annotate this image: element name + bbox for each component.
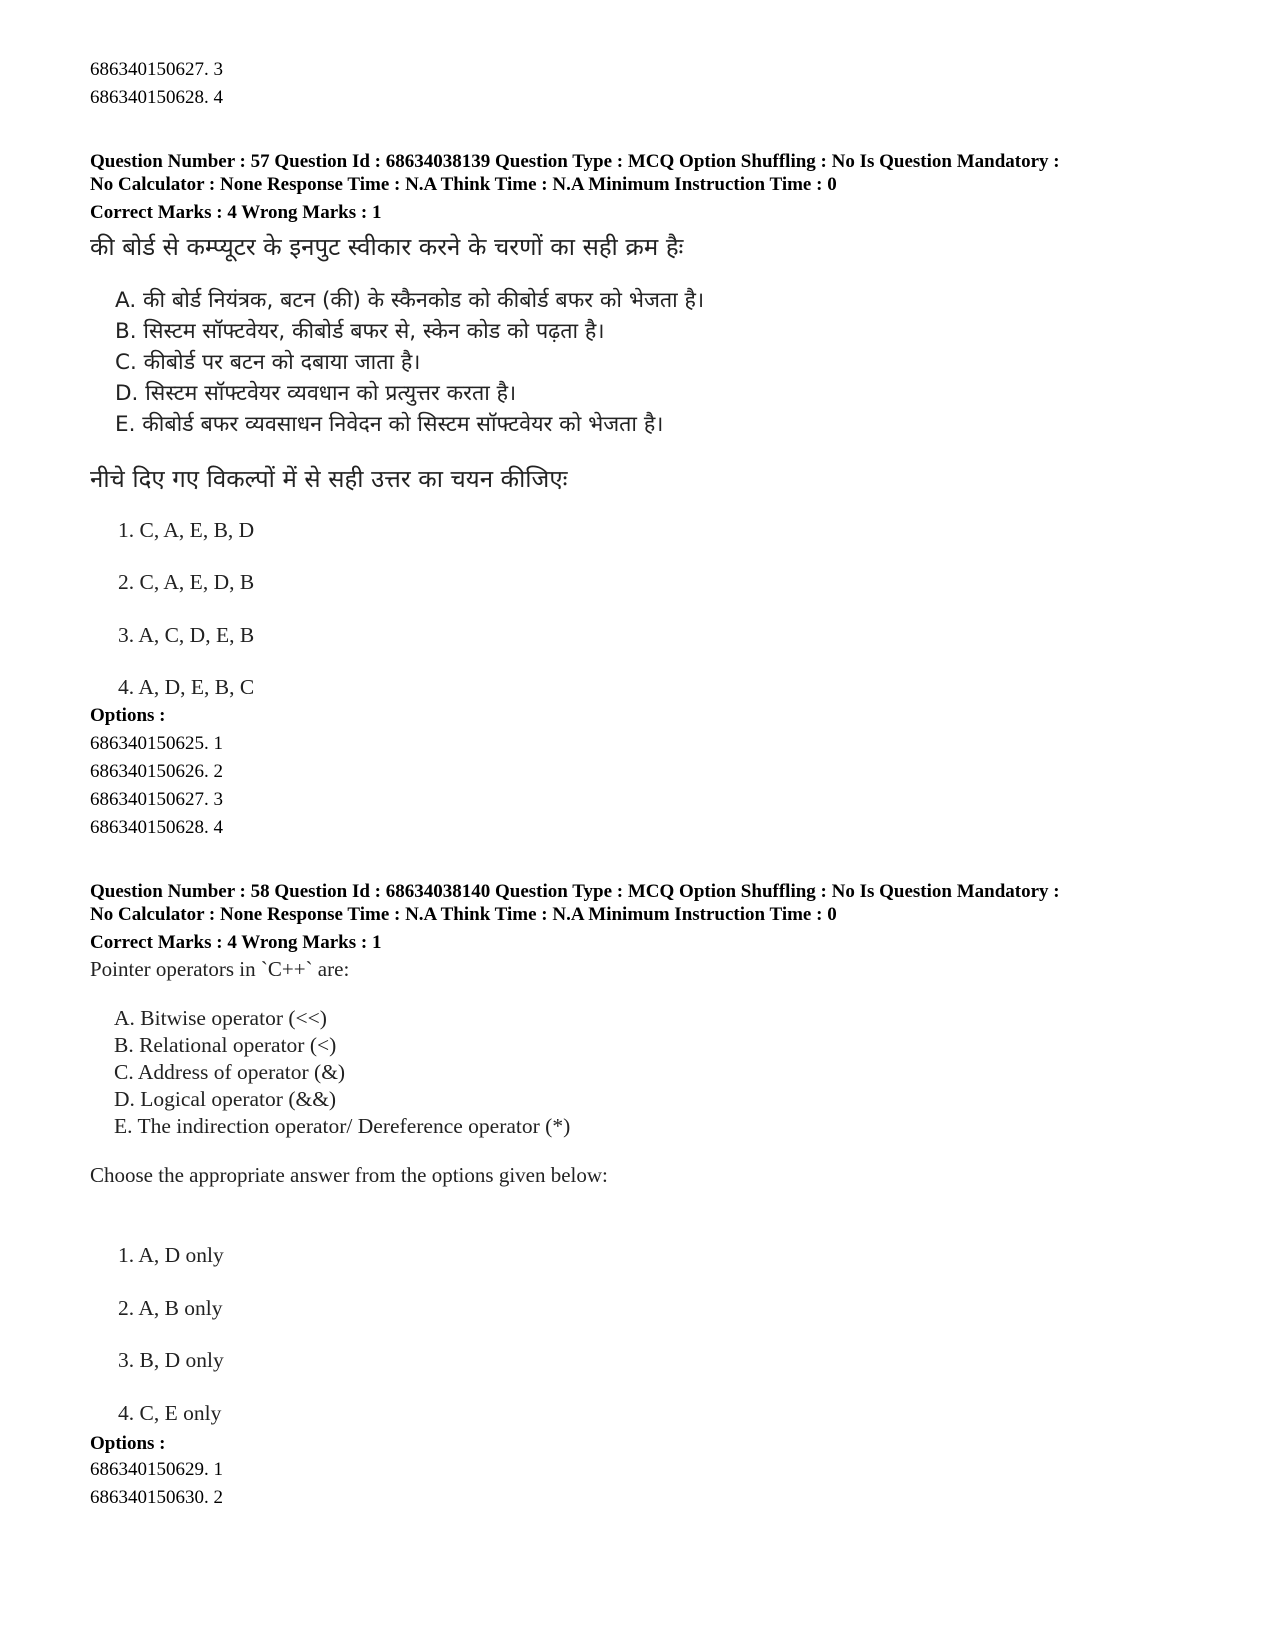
statement-d: D. Logical operator (&&)	[114, 1087, 337, 1111]
question-meta-line-1: Question Number : 58 Question Id : 68634038140 Question Type : MCQ Option Shuffling : No Is Question Mandatory :	[90, 881, 1060, 902]
statement-d: D. सिस्टम सॉफ्टवेयर व्यवधान को प्रत्युत्तर करता है।	[115, 381, 517, 406]
statement-c: C. कीबोर्ड पर बटन को दबाया जाता है।	[115, 350, 421, 375]
question-text: Pointer operators in `C++` are:	[90, 957, 350, 981]
statement-a: A. की बोर्ड नियंत्रक, बटन (की) के स्कैनकोड को कीबोर्ड बफर को भेजता है।	[115, 288, 705, 313]
option-id-line: 686340150626. 2	[90, 761, 223, 782]
question-text: की बोर्ड से कम्प्यूटर के इनपुट स्वीकार करने के चरणों का सही क्रम हैः	[90, 233, 684, 261]
answer-choice-4: 4. C, E only	[118, 1401, 222, 1425]
option-id-line: 686340150628. 4	[90, 87, 223, 108]
option-id-line: 686340150630. 2	[90, 1487, 223, 1508]
statement-e: E. कीबोर्ड बफर व्यवसाधन निवेदन को सिस्टम सॉफ्टवेयर को भेजता है।	[115, 412, 664, 437]
question-meta-line-2: No Calculator : None Response Time : N.A Think Time : N.A Minimum Instruction Time : 0	[90, 174, 837, 195]
option-id-line: 686340150628. 4	[90, 817, 223, 838]
statement-b: B. Relational operator (<)	[114, 1033, 337, 1057]
question-meta-line-1: Question Number : 57 Question Id : 68634038139 Question Type : MCQ Option Shuffling : No Is Question Mandatory :	[90, 151, 1060, 172]
answer-choice-3: 3. A, C, D, E, B	[118, 623, 255, 647]
options-label: Options :	[90, 705, 166, 726]
answer-choice-2: 2. A, B only	[118, 1296, 223, 1320]
statement-c: C. Address of operator (&)	[114, 1060, 346, 1084]
answer-choice-1: 1. C, A, E, B, D	[118, 518, 255, 542]
question-marks: Correct Marks : 4 Wrong Marks : 1	[90, 932, 382, 953]
question-marks: Correct Marks : 4 Wrong Marks : 1	[90, 202, 382, 223]
option-id-line: 686340150627. 3	[90, 789, 223, 810]
options-label: Options :	[90, 1433, 166, 1454]
option-id-line: 686340150627. 3	[90, 59, 223, 80]
statement-b: B. सिस्टम सॉफ्टवेयर, कीबोर्ड बफर से, स्केन कोड को पढ़ता है।	[115, 319, 605, 344]
statement-e: E. The indirection operator/ Dereference operator (*)	[114, 1114, 571, 1138]
instruction-text: Choose the appropriate answer from the options given below:	[90, 1163, 608, 1187]
answer-choice-2: 2. C, A, E, D, B	[118, 570, 255, 594]
option-id-line: 686340150625. 1	[90, 733, 223, 754]
option-id-line: 686340150629. 1	[90, 1459, 223, 1480]
instruction-text: नीचे दिए गए विकल्पों में से सही उत्तर का चयन कीजिएः	[90, 465, 568, 493]
answer-choice-1: 1. A, D only	[118, 1243, 224, 1267]
answer-choice-4: 4. A, D, E, B, C	[118, 675, 255, 699]
statement-a: A. Bitwise operator (<<)	[114, 1006, 327, 1030]
question-meta-line-2: No Calculator : None Response Time : N.A Think Time : N.A Minimum Instruction Time : 0	[90, 904, 837, 925]
answer-choice-3: 3. B, D only	[118, 1348, 224, 1372]
